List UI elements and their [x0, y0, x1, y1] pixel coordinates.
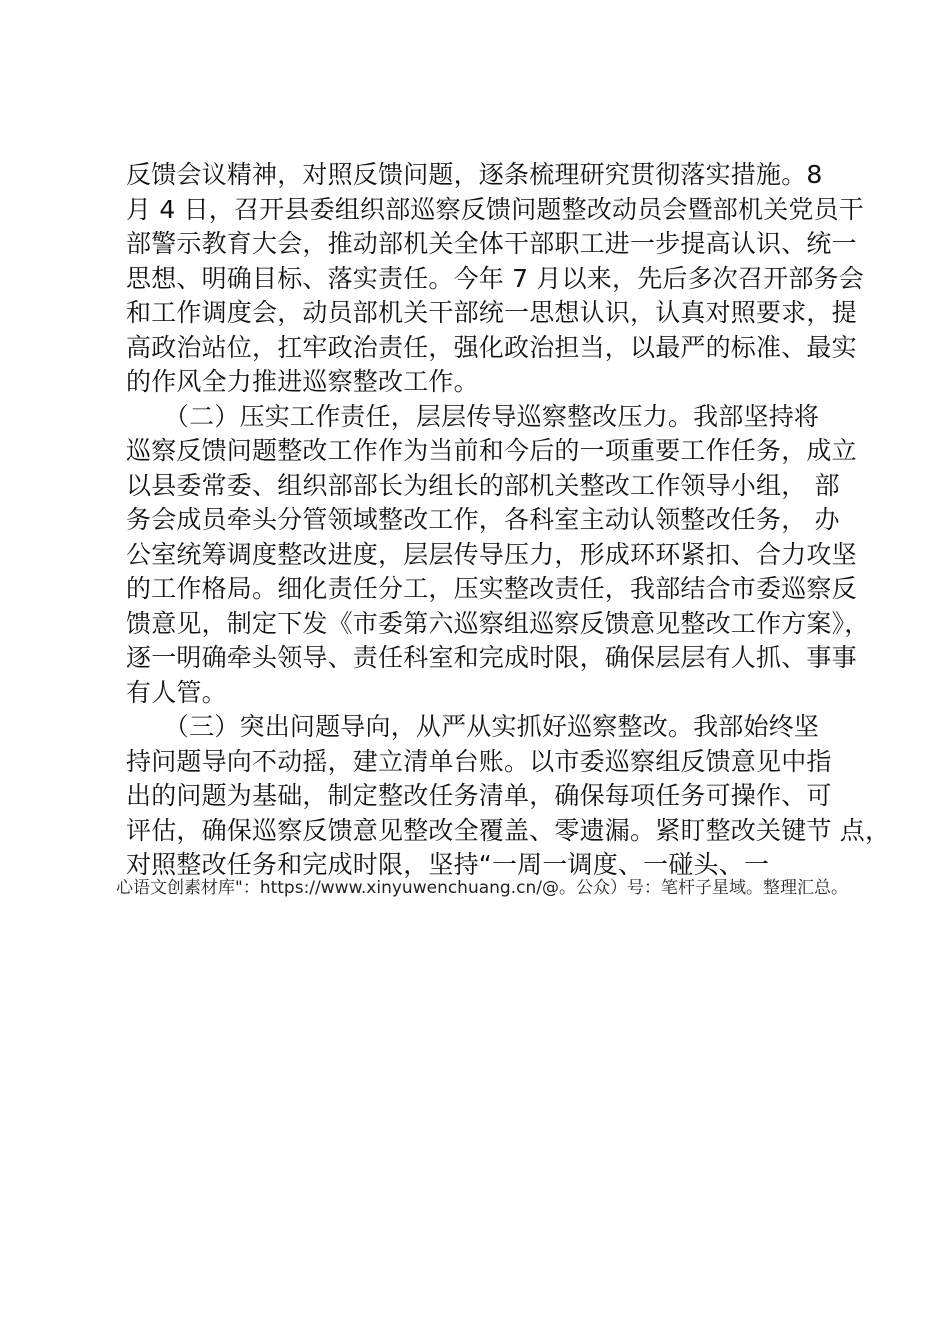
text-line: 的作风全力推进巡察整改工作。 — [126, 367, 479, 396]
section-heading-line: （二）压实工作责任，层层传导巡察整改压力。我部坚持将 — [126, 401, 820, 431]
text-line: 公室统筹调度整改进度，层层传导压力，形成环环紧扣、合力攻坚 — [126, 539, 857, 569]
text-line: 和工作调度会，动员部机关干部统一思想认识，认真对照要求，提 — [126, 298, 857, 327]
text-line: 有人管。 — [126, 677, 227, 707]
text-line: 以县委常委、组织部部长为组长的部机关整改工作领导小组， 部 — [126, 470, 840, 500]
text-line: 部警示教育大会，推动部机关全体干部职工进一步提高认识、统一 — [126, 229, 857, 258]
text-line: 出的问题为基础，制定整改任务清单，确保每项任务可操作、可 — [126, 781, 832, 810]
text-line: 评估，确保巡察反馈意见整改全覆盖、零遗漏。紧盯整改关键节 点， — [126, 815, 891, 845]
text-line: 高政治站位，扛牢政治责任，强化政治担当，以最严的标准、最实 — [126, 332, 857, 362]
text-line: 持问题导向不动摇，建立清单台账。以市委巡察组反馈意见中指 — [126, 746, 832, 776]
text-line: 月 4 日，召开县委组织部巡察反馈问题整改动员会暨部机关党员干 — [126, 194, 865, 224]
section-heading-line: （三）突出问题导向，从严从实抓好巡察整改。我部始终坚 — [126, 712, 820, 741]
text-line: 馈意见，制定下发《市委第六巡察组巡察反馈意见整改工作方案》， — [126, 608, 870, 638]
body-text — [126, 158, 891, 883]
footer-source-note: 心语文创素材库"：https://www.xinyuwenchuang.cn/@。公众）号：笔杆子星域。整理汇总。 — [116, 878, 848, 898]
text-line: 的工作格局。细化责任分工，压实整改责任，我部结合市委巡察反 — [126, 574, 857, 603]
text-line: 反馈会议精神，对照反馈问题，逐条梳理研究贯彻落实措施。8 — [126, 160, 823, 189]
text-line: 务会成员牵头分管领域整改工作，各科室主动认领整改任务， 办 — [126, 505, 840, 534]
text-line: 逐一明确牵头领导、责任科室和完成时限，确保层层有人抓、事事 — [126, 643, 857, 672]
text-line: 思想、明确目标、落实责任。今年 7 月以来，先后多次召开部务会 — [126, 263, 865, 293]
text-line: 巡察反馈问题整改工作作为当前和今后的一项重要工作任务，成立 — [126, 436, 857, 465]
text-line: 对照整改任务和完成时限，坚持“一周一调度、一碰头、一 — [126, 850, 770, 879]
